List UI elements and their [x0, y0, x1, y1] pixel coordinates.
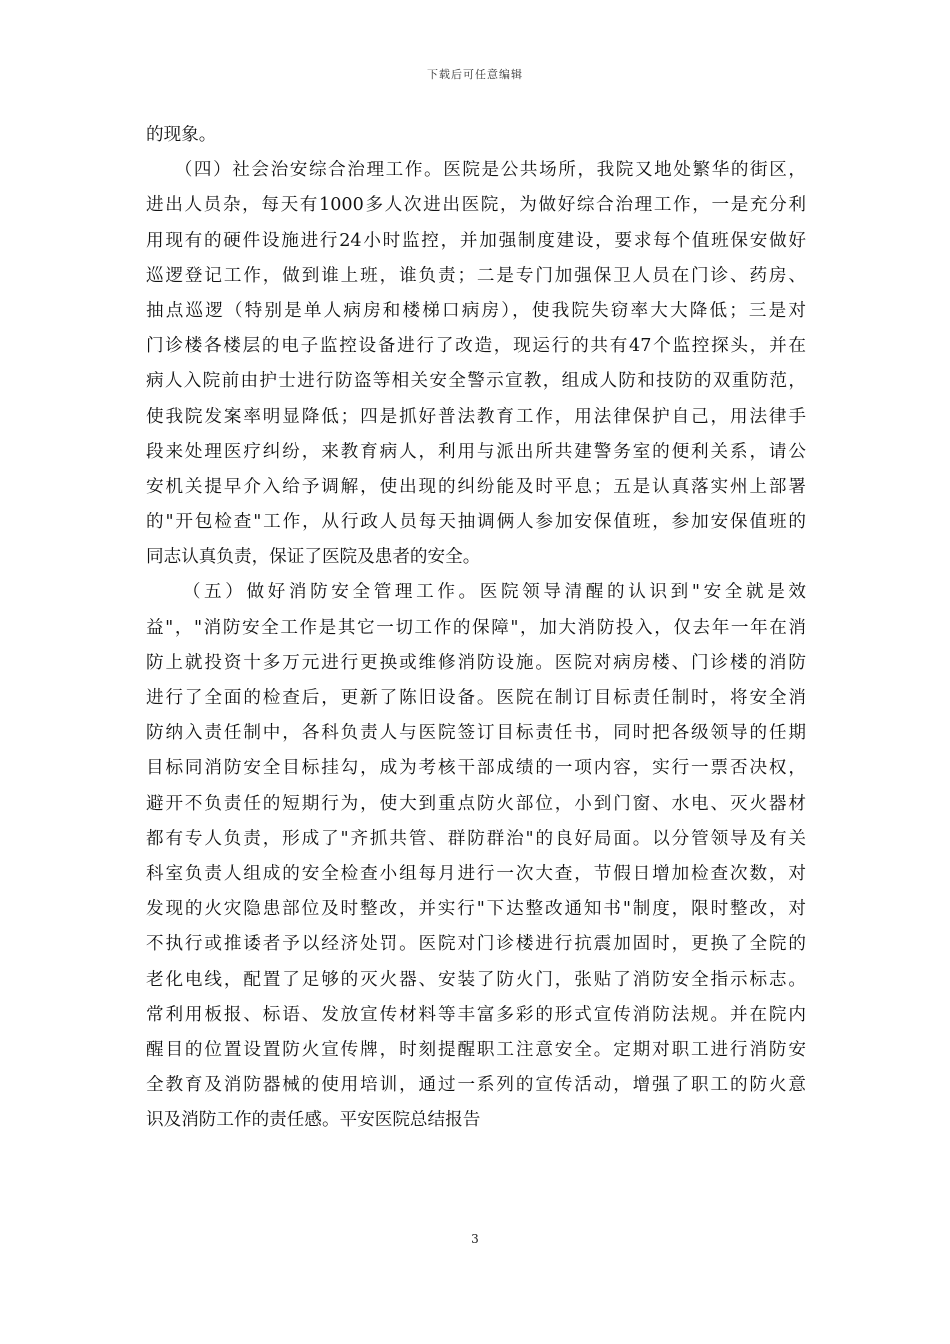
text-line: 识及消防工作的责任感。平安医院总结报告: [146, 1110, 481, 1131]
text-line: 进行了全面的检查后，更新了陈旧设备。医院在制订目标责任制时，将安全消: [146, 688, 806, 708]
text-line: 段来处理医疗纠纷，来教育病人，利用与派出所共建警务室的便利关系，请公: [146, 441, 806, 462]
text-line: 目标同消防安全目标挂勾，成为考核干部成绩的一项内容，实行一票否决权，: [146, 758, 806, 779]
text-line: （五）做好消防安全管理工作。医院领导清醒的认识到"安全就是效: [146, 582, 806, 603]
body-text: [146, 118, 806, 1138]
text-line: 醒目的位置设置防火宣传牌，时刻提醒职工注意安全。定期对职工进行消防安: [146, 1039, 806, 1060]
text-line: 病人入院前由护士进行防盗等相关安全警示宣教，组成人防和技防的双重防范，: [146, 371, 806, 392]
page-number: 3: [471, 1232, 479, 1246]
text-line: 门诊楼各楼层的电子监控设备进行了改造，现运行的共有47个监控探头，并在: [146, 336, 806, 357]
text-line: （四）社会治安综合治理工作。医院是公共场所，我院又地处繁华的街区，: [146, 160, 806, 181]
text-line: 防纳入责任制中，各科负责人与医院签订目标责任书，同时把各级领导的任期: [146, 723, 806, 744]
text-line: 避开不负责任的短期行为，使大到重点防火部位，小到门窗、水电、灭火器材: [146, 793, 806, 814]
text-line: 巡逻登记工作，做到谁上班，谁负责；二是专门加强保卫人员在门诊、药房、: [146, 265, 806, 286]
text-line: 不执行或推诿者予以经济处罚。医院对门诊楼进行抗震加固时，更换了全院的: [146, 934, 806, 955]
page-header: 下载后可任意编辑: [427, 68, 523, 81]
text-line: 的现象。: [146, 125, 217, 145]
text-line: 使我院发案率明显降低；四是抓好普法教育工作，用法律保护自己，用法律手: [146, 406, 806, 427]
text-line: 的"开包检查"工作，从行政人员每天抽调俩人参加安保值班，参加安保值班的: [146, 512, 806, 533]
text-line: 益"，"消防安全工作是其它一切工作的保障"，加大消防投入，仅去年一年在消: [146, 617, 806, 638]
text-line: 常利用板报、标语、发放宣传材料等丰富多彩的形式宣传消防法规。并在院内: [146, 1004, 806, 1025]
text-line: 防上就投资十多万元进行更换或维修消防设施。医院对病房楼、门诊楼的消防: [146, 652, 806, 673]
text-line: 安机关提早介入给予调解，使出现的纠纷能及时平息；五是认真落实州上部署: [146, 476, 806, 497]
text-line: 抽点巡逻（特别是单人病房和楼梯口病房），使我院失窃率大大降低；三是对: [146, 300, 806, 321]
text-line: 发现的火灾隐患部位及时整改，并实行"下达整改通知书"制度，限时整改，对: [146, 899, 806, 920]
text-line: 同志认真负责，保证了医院及患者的安全。: [146, 547, 481, 568]
text-line: 用现有的硬件设施进行24小时监控，并加强制度建设，要求每个值班保安做好: [146, 230, 806, 251]
text-line: 进出人员杂，每天有1000多人次进出医院，为做好综合治理工作，一是充分利: [146, 195, 806, 216]
text-line: 老化电线，配置了足够的灭火器、安装了防火门，张贴了消防安全指示标志。: [146, 969, 806, 990]
text-line: 全教育及消防器械的使用培训，通过一系列的宣传活动，增强了职工的防火意: [146, 1075, 806, 1096]
text-line: 都有专人负责，形成了"齐抓共管、群防群治"的良好局面。以分管领导及有关: [146, 828, 806, 849]
text-line: 科室负责人组成的安全检查小组每月进行一次大查，节假日增加检查次数，对: [146, 863, 806, 884]
